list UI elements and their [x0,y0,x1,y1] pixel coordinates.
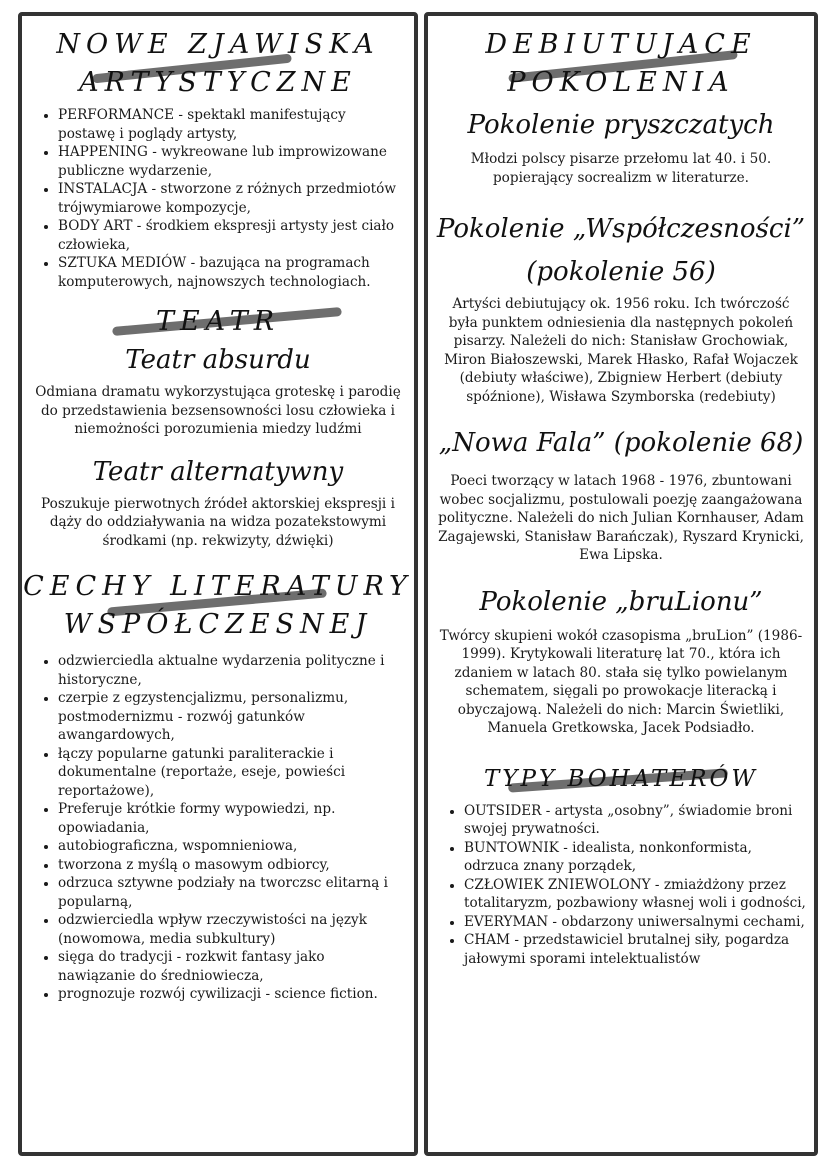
heading-line: CECHY LITERATURY [23,571,413,602]
list-item: • prognozuje rozwój cywilizacji - science fiction. [58,985,406,1004]
generation-title: Pokolenie pryszczatych [467,110,775,140]
list-item: • EVERYMAN - obdarzony uniwersalnymi cechami, [464,913,806,932]
heading-line: TEATR [155,306,281,337]
heading-line: ARTYSTYCZNE [79,67,357,98]
features-list [22,652,414,1004]
heading-debut-generations [428,26,814,102]
generation-title: Pokolenie „bruLionu” [479,586,763,617]
list-item: • INSTALACJA - stworzone z różnych przedmiotów trójwymiarowe kompozycje, [58,180,406,217]
heading-literature-features [22,568,414,644]
list-item: • BODY ART - środkiem ekspresji artysty jest ciało człowieka, [58,217,406,254]
list-item: • CZŁOWIEK ZNIEWOLONY - zmiażdżony przez totalitaryzm, pozbawiony własnej woli i godności, [464,876,806,913]
generation-title: „Nowa Fala” (pokolenie 68) [438,428,804,458]
list-item: • autobiograficzna, wspomnieniowa, [58,837,406,856]
heading-line: DEBIUTUJACE [485,29,757,60]
absurd-theatre-text: Odmiana dramatu wykorzystująca groteskę i parodię do przedstawienia bezsensowności losu człowieka i niemożności porozumienia miedzy ludźmi [35,384,401,437]
list-item: • HAPPENING - wykreowane lub improwizowane publiczne wydarzenie, [58,143,406,180]
generation-text: Młodzi polscy pisarze przełomu lat 40. i 50. popierający socrealizm w literaturze. [470,151,772,186]
heading-hero-types [428,760,814,798]
list-item: • SZTUKA MEDIÓW - bazująca na programach komputerowych, najnowszych technologiach. [58,254,406,291]
heading-line: TYPY BOHATERÓW [483,765,759,792]
phenomena-list [22,106,414,291]
list-item: • tworzona z myślą o masowym odbiorcy, [58,856,406,875]
list-item: • PERFORMANCE - spektakl manifestujący postawę i poglądy artysty, [58,106,406,143]
alternative-theatre-title: Teatr alternatywny [92,456,344,487]
heroes-list [428,802,814,969]
heading-new-art-phenomena [22,26,414,102]
list-item: • odzwierciedla wpływ rzeczywistości na język (nowomowa, media subkultury) [58,911,406,948]
generation-title: (pokolenie 56) [526,257,716,287]
list-item: • OUTSIDER - artysta „osobny”, świadomie broni swojej prywatności. [464,802,806,839]
absurd-theatre-title: Teatr absurdu [125,345,311,375]
list-item: • CHAM - przedstawiciel brutalnej siły, pogardza jałowymi sporami intelektualistów [464,931,806,968]
heading-theatre [22,303,414,341]
list-item: • sięga do tradycji - rozkwit fantasy jako nawiązanie do średniowiecza, [58,948,406,985]
left-column [18,12,418,1156]
heading-line: WSPÓŁCZESNEJ [63,609,373,640]
list-item: • BUNTOWNIK - idealista, nonkonformista, odrzuca znany porządek, [464,839,806,876]
generation-title: Pokolenie „Współczesności” [436,214,806,244]
heading-line: POKOLENIA [507,67,735,98]
list-item: • odzwierciedla aktualne wydarzenia polityczne i historyczne, [58,652,406,689]
generation-text: Artyści debiutujący ok. 1956 roku. Ich twórczość była punktem odniesienia dla następnych pokoleń pisarzy. Należeli do nich: Stanisław Grochowiak, Miron Białoszewski, Marek Hłasko, Rafał Wojaczek (debiuty właściwe), Zbigniew Herbert (debiuty spóźnione), Wisława Szymborska (redebiuty) [444,296,798,405]
right-column [424,12,818,1156]
heading-line: NOWE ZJAWISKA [56,29,380,60]
list-item: • czerpie z egzystencjalizmu, personalizmu, postmodernizmu - rozwój gatunków awangardowych, [58,689,406,745]
list-item: • odrzuca sztywne podziały na tworczsc elitarną i popularną, [58,874,406,911]
list-item: • łączy popularne gatunki paraliterackie i dokumentalne (reportaże, eseje, powieści reportażowe), [58,745,406,801]
generation-text: Poeci tworzący w latach 1968 - 1976, zbuntowani wobec socjalizmu, postulowali poezję zaangażowana polityczne. Należeli do nich Julian Kornhauser, Adam Zagajewski, Stanisław Barańczak), Ryszard Krynicki, Ewa Lipska. [438,473,804,563]
alternative-theatre-text: Poszukuje pierwotnych źródeł aktorskiej ekspresji i dąży do oddziaływania na widza pozatekstowymi środkami (np. rekwizyty, dźwięki) [41,495,395,549]
generation-text: Twórcy skupieni wokół czasopisma „bruLion” (1986-1999). Krytykowali literaturę lat 70., która ich zdaniem w latach 80. stała się tylko powielanym schematem, sięgali po prowokacje literacką i obyczajową. Należeli do nich: Marcin Świetliki, Manuela Gretkowska, Jacek Podsiadło. [439,627,803,736]
list-item: • Preferuje krótkie formy wypowiedzi, np. opowiadania, [58,800,406,837]
